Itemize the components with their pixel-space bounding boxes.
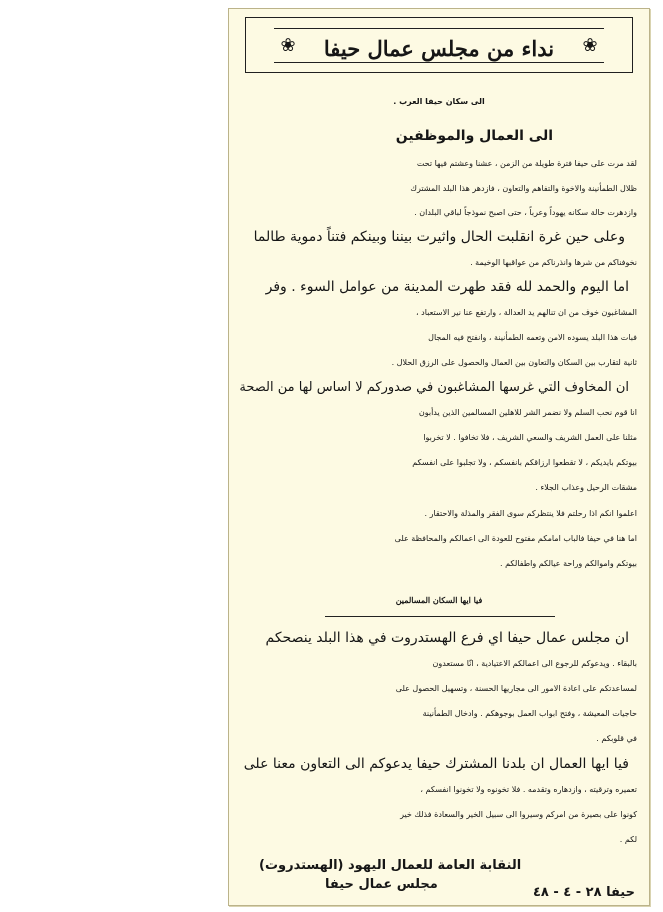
header-rule-top xyxy=(274,28,604,29)
paragraph-4-line-1: اعلموا انكم اذا رحلتم فلا ينتظركم سوى الفقر والمذلة والاحتقار . xyxy=(424,509,637,518)
appeal-heading: فيا ايها السكان المسالمين xyxy=(395,595,483,605)
paragraph-3-line-4: بيوتكم بايديكم ، لا تقطعوا ارزاقكم بانفسكم ، ولا تجلبوا على انفسكم xyxy=(412,458,637,467)
paragraph-6-line-4: لكم . xyxy=(619,835,637,844)
paragraph-3-line-5: مشقات الرحيل وعذاب الجلاء . xyxy=(535,483,637,492)
paragraph-5-line-1: ان مجلس عمال حيفا اي فرع الهستدروت في هذا البلد ينصحكم xyxy=(265,630,629,646)
paragraph-3-line-2: انا قوم نحب السلم ولا نضمر الشر للاهلين المسالمين الذين يدأبون xyxy=(418,408,637,417)
paragraph-5-line-4: حاجيات المعيشة ، وفتح ابواب العمل بوجوهكم . وادخال الطمأنينة xyxy=(422,709,637,718)
paragraph-3-line-3: مثلنا على العمل الشريف والسعي الشريف ، فلا تخافوا . لا تخربوا xyxy=(423,433,637,442)
paragraph-4-line-3: بيوتكم واموالكم وراحة عيالكم واطفالكم . xyxy=(499,559,637,568)
paragraph-1-line-3: وازدهرت حالة سكانه يهوداً وعرباً ، حتى اصبح نموذجاً لباقي البلدان . xyxy=(414,208,637,217)
paragraph-2-line-1: اما اليوم والحمد لله فقد طهرت المدينة من عوامل السوء . وفر xyxy=(265,279,629,295)
paragraph-1-line-4: وعلى حين غرة انقلبت الحال واثيرت بيننا وبينكم فتناً دموية طالما xyxy=(253,229,625,245)
ornament-left-icon: ❀ xyxy=(280,35,296,56)
paragraph-4-line-2: اما هنا في حيفا فالباب امامكم مفتوح للعودة الى اعمالكم والمحافظة على xyxy=(394,534,637,543)
leaflet-title: نداء من مجلس عمال حيفا xyxy=(323,36,555,61)
paragraph-5-line-5: في قلوبكم . xyxy=(596,734,637,743)
paragraph-2-line-4: ثانية لتقارب بين السكان والتعاون بين العمال والحصول على الرزق الحلال . xyxy=(391,358,637,367)
paragraph-2-line-3: فبات هذا البلد يسوده الامن وتعمه الطمأنينة ، وانفتح فيه المجال xyxy=(428,333,637,342)
leaflet-page xyxy=(228,8,650,906)
header-rule-bottom xyxy=(274,62,604,63)
paragraph-2-line-2: المشاغبون خوف من ان تنالهم يد العدالة ، وارتفع عنا نير الاستعباد ، xyxy=(416,308,637,317)
paragraph-6-line-1: فيا ايها العمال ان بلدنا المشترك حيفا يدعوكم الى التعاون معنا على xyxy=(243,756,629,772)
paragraph-5-line-3: لمساعدتكم على اعادة الامور الى مجاريها الحسنة ، وتسهيل الحصول على xyxy=(395,684,637,693)
appeal-heading-underline xyxy=(325,616,555,617)
paragraph-6-line-2: تعميره وترقيته ، وازدهاره وتقدمه . فلا تخونوه ولا تخونوا انفسكم ، xyxy=(420,785,637,794)
ornament-right-icon: ❀ xyxy=(582,35,598,56)
paragraph-1-line-2: ظلال الطمأنينة والاخوة والتفاهم والتعاون ، فازدهر هذا البلد المشترك xyxy=(410,184,637,193)
paragraph-1-line-5: نخوفناكم من شرها وانذرناكم من عواقبها الوخيمة . xyxy=(470,258,637,267)
paragraph-6-line-3: كونوا على بصيرة من امركم وسيروا الى سبيل الخير والسعادة فذلك خير xyxy=(400,810,637,819)
signature-org: النقابة العامة للعمال اليهود (الهستدروت) xyxy=(259,858,522,873)
signature-place-date: حيفا ٢٨ - ٤ - ٤٨ xyxy=(532,885,635,900)
paragraph-5-line-2: بالبقاء . ويدعوكم للرجوع الى اعمالكم الاعتيادية ، انّا مستعدون xyxy=(432,659,637,668)
salutation-residents: الى سكان حيفا العرب . xyxy=(393,97,485,106)
paragraph-3-line-1: ان المخاوف التي غرسها المشاغبون في صدوركم لا اساس لها من الصحة xyxy=(239,380,629,395)
paragraph-1-line-1: لقد مرت على حيفا فترة طويلة من الزمن ، عشنا وعشتم فيها تحت xyxy=(416,159,637,168)
header-frame xyxy=(245,17,633,73)
signature-council: مجلس عمال حيفا xyxy=(325,877,438,892)
salutation-workers: الى العمال والموظفين xyxy=(395,128,553,144)
